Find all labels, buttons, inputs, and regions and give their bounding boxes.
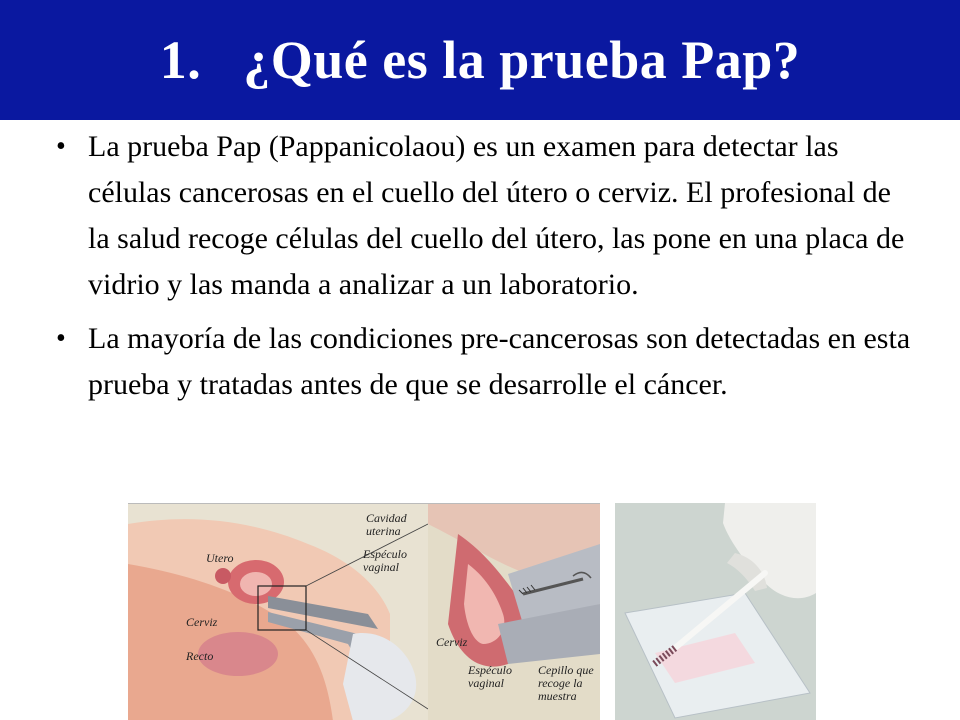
photo-drawing (615, 503, 816, 720)
label-recto: Recto (186, 649, 214, 663)
label-cavidad-uterina: Cavidad uterina (366, 511, 407, 538)
label-cerviz: Cerviz (186, 615, 218, 629)
anatomy-drawing (128, 504, 600, 720)
label-cerviz-inset: Cerviz (436, 635, 468, 649)
bullet-marker: • (56, 131, 66, 162)
bullet-item (52, 316, 912, 408)
bullet-text: La mayoría de las condiciones pre-cancerosas son detectadas en esta prueba y tratadas antes de que se desarrolle el cáncer. (88, 322, 911, 401)
slide-sample-photo (615, 503, 816, 720)
anatomy-illustration (128, 503, 600, 720)
bullet-item (52, 124, 912, 308)
label-utero: Utero (206, 551, 234, 565)
bullet-text: La prueba Pap (Pappanicolaou) es un examen para detectar las células cancerosas en el cuello del útero o cerviz. El profesional de la salud recoge células del cuello del útero, las pone en una placa de vidrio y las manda a analizar a un laboratorio. (88, 130, 905, 301)
slide-title: 1. ¿Qué es la prueba Pap? (159, 30, 801, 90)
label-especulo-inset: Espéculo vaginal (468, 663, 512, 690)
title-bar (0, 0, 960, 120)
label-especulo-vaginal: Espéculo vaginal (363, 547, 407, 574)
label-cepillo: Cepillo que recoge la muestra (538, 663, 594, 703)
bullet-list (52, 124, 912, 416)
bullet-marker: • (56, 323, 66, 354)
